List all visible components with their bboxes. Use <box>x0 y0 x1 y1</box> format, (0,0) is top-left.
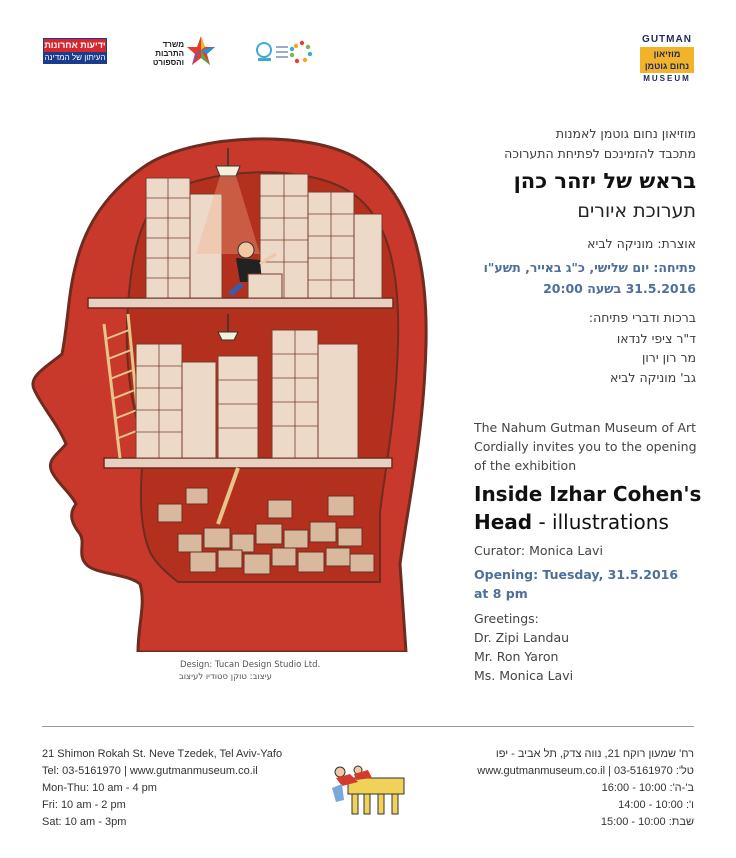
yedioth-logo-line1: ידיעות אחרונות <box>44 40 106 50</box>
he-greeting-2: מר רון ירון <box>641 350 696 365</box>
gutman-logo-box <box>640 47 694 73</box>
footer-address-he: רח' שמעון רוקח 21, נווה צדק, תל אביב - יפו <box>495 748 694 760</box>
he-greeting-1: ד"ר ציפי לנדאו <box>616 331 696 346</box>
en-line1: The Nahum Gutman Museum of Art <box>474 420 697 435</box>
footer-hours-sat-he: שבת: 10:00 - 15:00 <box>600 816 694 828</box>
en-title2-rest: - illustrations <box>532 510 669 534</box>
en-opening-line1: Opening: Tuesday, 31.5.2016 <box>474 567 679 582</box>
footer-address-en: 21 Shimon Rokah St. Neve Tzedek, Tel Aviv-Yafo <box>42 748 283 760</box>
en-line2: Cordially invites you to the opening <box>474 439 697 454</box>
en-line3: of the exhibition <box>474 458 577 473</box>
footer-hours-fri-en: Fri: 10 am - 2 pm <box>42 799 126 811</box>
head-archive-illustration <box>28 104 428 652</box>
he-line1: מוזיאון נחום גוטמן לאמנות <box>555 126 696 141</box>
ministry-logo-text: משרד התרבות והספורט <box>152 40 184 67</box>
footer-hours-monthu-en: Mon-Thu: 10 am - 4 pm <box>42 782 157 794</box>
he-opening-line1: פתיחה: יום שלישי, כ"ג באייר, תשע"ו <box>483 260 696 275</box>
en-opening-line2: at 8 pm <box>474 586 528 601</box>
gutman-logo-bottom: MUSEUM <box>643 74 691 83</box>
he-line2: מתכבד להזמינכם לפתיחת התערוכה <box>504 146 696 161</box>
en-title-line2 <box>474 510 669 534</box>
he-title: בראש של יזהר כהן <box>513 169 696 193</box>
he-subtitle: תערוכת איורים <box>577 200 696 222</box>
en-greeting-3: Ms. Monica Lavi <box>474 668 574 683</box>
tel-aviv-municipality-logo <box>252 34 318 70</box>
yedioth-logo <box>43 38 107 64</box>
design-credit-he: עיצוב: טוקן סטודיו לעיצוב <box>178 672 272 682</box>
ministry-logo <box>150 34 216 74</box>
gutman-logo-top: GUTMAN <box>642 34 692 45</box>
head-illustration <box>28 104 428 652</box>
gutman-logo-he2: נחום גוטמן <box>644 61 690 71</box>
he-greetings-title: ברכות ודברי פתיחה: <box>588 310 696 325</box>
en-greeting-1: Dr. Zipi Landau <box>474 630 570 645</box>
footer-divider <box>42 726 694 727</box>
he-opening-line2: 31.5.2016 בשעה 20:00 <box>543 281 696 296</box>
gutman-museum-logo <box>640 34 694 86</box>
en-title1-text: Inside Izhar Cohen's <box>474 482 702 506</box>
en-curator: Curator: Monica Lavi <box>474 543 603 558</box>
footer-hours-sat-en: Sat: 10 am - 3pm <box>42 816 127 828</box>
en-greetings-title: Greetings: <box>474 611 539 626</box>
en-title2-bold: Head <box>474 510 533 534</box>
he-greeting-3: גב' מוניקה לביא <box>610 370 696 385</box>
acrobats-illustration <box>328 756 410 820</box>
he-curator: אוצרת: מוניקה לביא <box>587 236 696 251</box>
en-title-line1 <box>474 482 701 506</box>
star-icon <box>186 34 216 72</box>
yedioth-logo-line2: העיתון של המדינה <box>44 53 106 62</box>
gutman-logo-he1: מוזיאון <box>653 49 681 59</box>
en-greeting-2: Mr. Ron Yaron <box>474 649 559 664</box>
footer-hours-sunthu-he: ב'-ה': 10:00 - 16:00 <box>601 782 694 794</box>
footer-contact-he: טל': 03-5161970 | www.gutmanmuseum.co.il <box>477 765 694 777</box>
footer-illustration <box>328 756 410 820</box>
footer-hours-fri-he: ו': 10:00 - 14:00 <box>618 799 694 811</box>
tel-aviv-logo-icon <box>252 34 318 70</box>
design-credit-en: Design: Tucan Design Studio Ltd. <box>180 660 321 670</box>
footer-contact-en: Tel: 03-5161970 | www.gutmanmuseum.co.il <box>42 765 258 777</box>
